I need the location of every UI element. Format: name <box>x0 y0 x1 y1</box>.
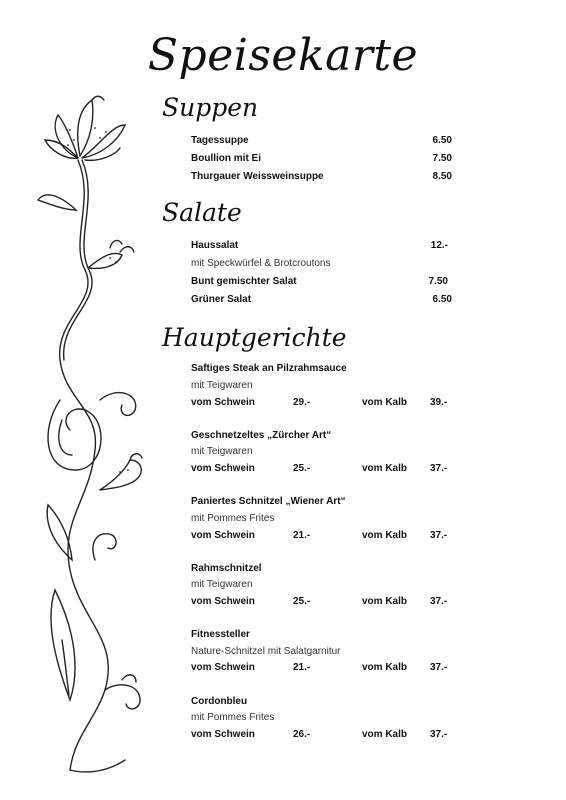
option-label: vom Kalb <box>362 729 408 740</box>
menu-item-side: mit Pommes Frites <box>191 712 275 723</box>
menu-item-side: mit Teigwaren <box>191 579 253 590</box>
option-label: vom Schwein <box>191 463 255 474</box>
menu-item-name: Haussalat <box>191 240 239 251</box>
option-price: 37.- <box>430 729 448 740</box>
menu-item-price: 6.50 <box>432 135 452 146</box>
menu-item-price: 6.50 <box>432 294 452 305</box>
option-label: vom Schwein <box>191 596 255 607</box>
menu-item-price: 8.50 <box>432 171 452 182</box>
menu-item-side: mit Teigwaren <box>191 446 253 457</box>
menu-item-name: Thurgauer Weissweinsuppe <box>191 171 324 182</box>
option-label: vom Kalb <box>362 463 408 474</box>
option-price: 26.- <box>293 729 311 740</box>
option-price: 37.- <box>430 662 448 673</box>
option-price: 29.- <box>293 397 311 408</box>
menu-item-name: Cordonbleu <box>191 696 248 707</box>
option-label: vom Schwein <box>191 397 255 408</box>
section-title-salate: Salate <box>162 198 242 227</box>
option-price: 37.- <box>430 596 448 607</box>
menu-item-name: Tagessuppe <box>191 135 249 146</box>
menu-item-name: Saftiges Steak an Pilzrahmsauce <box>191 363 347 374</box>
option-price: 37.- <box>430 530 448 541</box>
menu-item-name: Fitnessteller <box>191 629 250 640</box>
page-title: Speisekarte <box>147 30 419 81</box>
option-price: 39.- <box>430 397 448 408</box>
option-price: 25.- <box>293 463 311 474</box>
option-label: vom Schwein <box>191 530 255 541</box>
section-title-hauptgerichte: Hauptgerichte <box>162 323 347 352</box>
option-label: vom Schwein <box>191 729 255 740</box>
menu-item-side: mit Pommes Frites <box>191 513 275 524</box>
menu-item-name: Paniertes Schnitzel „Wiener Art“ <box>191 496 346 507</box>
option-price: 21.- <box>293 662 311 673</box>
menu-item-price: 7.50 <box>428 276 448 287</box>
option-price: 21.- <box>293 530 311 541</box>
menu-item-name: Bunt gemischter Salat <box>191 276 297 287</box>
menu-item-price: 7.50 <box>432 153 452 164</box>
menu-item-name: Rahmschnitzel <box>191 563 262 574</box>
option-price: 37.- <box>430 463 448 474</box>
option-label: vom Kalb <box>362 662 408 673</box>
menu-item-price: 12.- <box>430 240 448 251</box>
option-label: vom Schwein <box>191 662 255 673</box>
menu-item-side: Nature-Schnitzel mit Salatgarnitur <box>191 646 341 657</box>
floral-vine-illustration <box>0 0 170 800</box>
section-title-suppen: Suppen <box>162 93 259 122</box>
menu-item-name: Geschnetzeltes „Zürcher Art“ <box>191 430 332 441</box>
option-price: 25.- <box>293 596 311 607</box>
menu-item-name: Grüner Salat <box>191 294 252 305</box>
menu-item-side: mit Teigwaren <box>191 380 253 391</box>
option-label: vom Kalb <box>362 530 408 541</box>
option-label: vom Kalb <box>362 397 408 408</box>
option-label: vom Kalb <box>362 596 408 607</box>
menu-item-note: mit Speckwürfel & Brotcroutons <box>191 258 331 269</box>
menu-item-name: Boullion mit Ei <box>191 153 261 164</box>
